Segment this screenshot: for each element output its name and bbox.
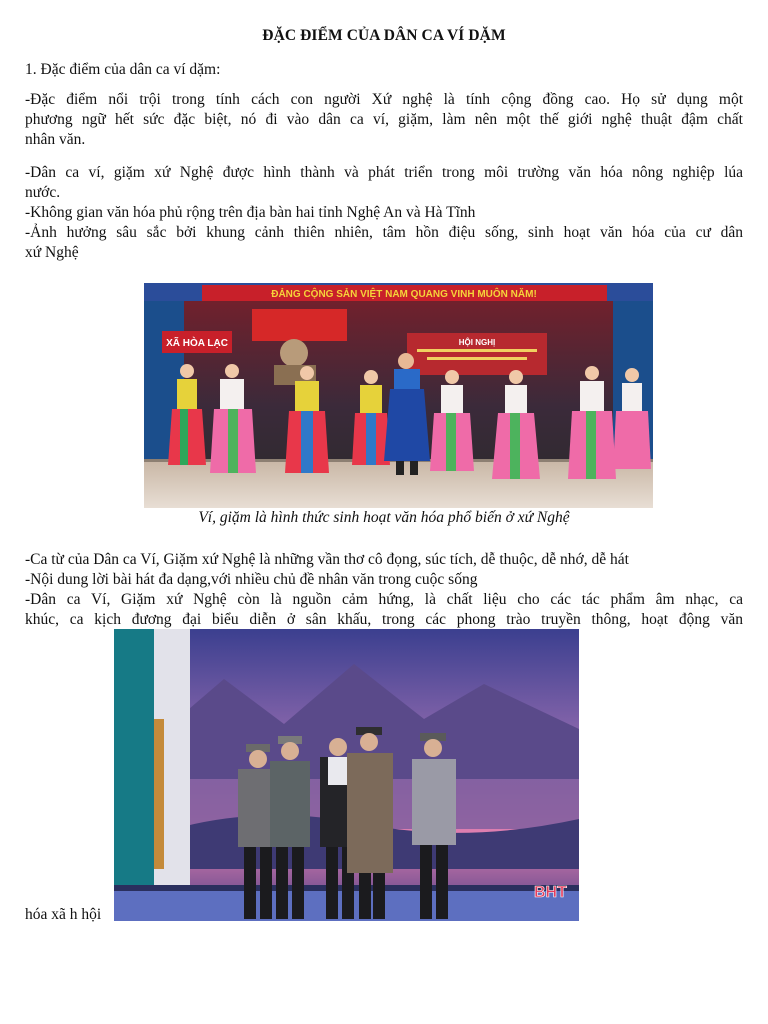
board-title: HỘI NGHỊ (458, 338, 496, 347)
photo-watermark: BHT (534, 884, 567, 901)
paragraph-line: -Dân ca Ví, Giặm xứ Nghệ còn là nguồn cảm hứng, là chất liệu cho các tác phẩm âm nhạc, ca (25, 591, 743, 608)
paragraph-line: -Ảnh hưởng sâu sắc bởi khung cảnh thiên nhiên, tâm hồn điệu sống, sinh hoạt văn hóa của cư dân (25, 224, 743, 241)
paragraph-line: -Ca từ của Dân ca Ví, Giặm xứ Nghệ là những vần thơ cô đọng, súc tích, dễ thuộc, dễ nhớ, dễ hát (25, 551, 629, 568)
page-title: ĐẶC ĐIỂM CỦA DÂN CA VÍ DẶM (262, 27, 506, 44)
stage-photo (114, 629, 579, 921)
paragraph-line: xứ Nghệ (25, 244, 79, 261)
paragraph-line: -Đặc điểm nổi trội trong tính cách con người Xứ nghệ là tính cộng đồng cao. Họ sử dụng một (25, 91, 743, 108)
section-heading: 1. Đặc điểm của dân ca ví dặm: (25, 61, 221, 78)
paragraph-1 (25, 90, 743, 150)
paragraph-line: -Dân ca ví, giặm xứ Nghệ được hình thành và phát triển trong môi trường văn hóa nông nghiệp lúa (25, 164, 743, 181)
paragraph-line: -Nội dung lời bài hát đa dạng,với nhiều chủ đề nhân văn trong cuộc sống (25, 571, 478, 588)
paragraph-line: nhân văn. (25, 131, 86, 148)
paragraph-line: hóa xã h hội (25, 906, 102, 923)
performance-photo (144, 283, 653, 508)
photo-caption: Ví, giặm là hình thức sinh hoạt văn hóa phổ biến ở xứ Nghệ (198, 509, 570, 526)
paragraph-line: phương ngữ hết sức đặc biệt, nó đi vào dân ca ví, giặm, làm nên một thế giới nghệ thuật đậm chất (25, 111, 743, 128)
paragraph-line: khúc, ca kịch đương đại biểu diễn ở sân khấu, trong các phong trào truyền thông, hoạt động văn (25, 611, 743, 628)
paragraph-3 (25, 550, 743, 630)
sign-text: XÃ HÒA LẠC (166, 338, 228, 349)
banner-text: ĐẢNG CỘNG SẢN VIỆT NAM QUANG VINH MUÔN NĂM! (271, 289, 537, 300)
paragraph-line: nước. (25, 184, 61, 201)
paragraph-line: -Không gian văn hóa phủ rộng trên địa bàn hai tỉnh Nghệ An và Hà Tĩnh (25, 204, 476, 221)
paragraph-2 (25, 163, 743, 263)
